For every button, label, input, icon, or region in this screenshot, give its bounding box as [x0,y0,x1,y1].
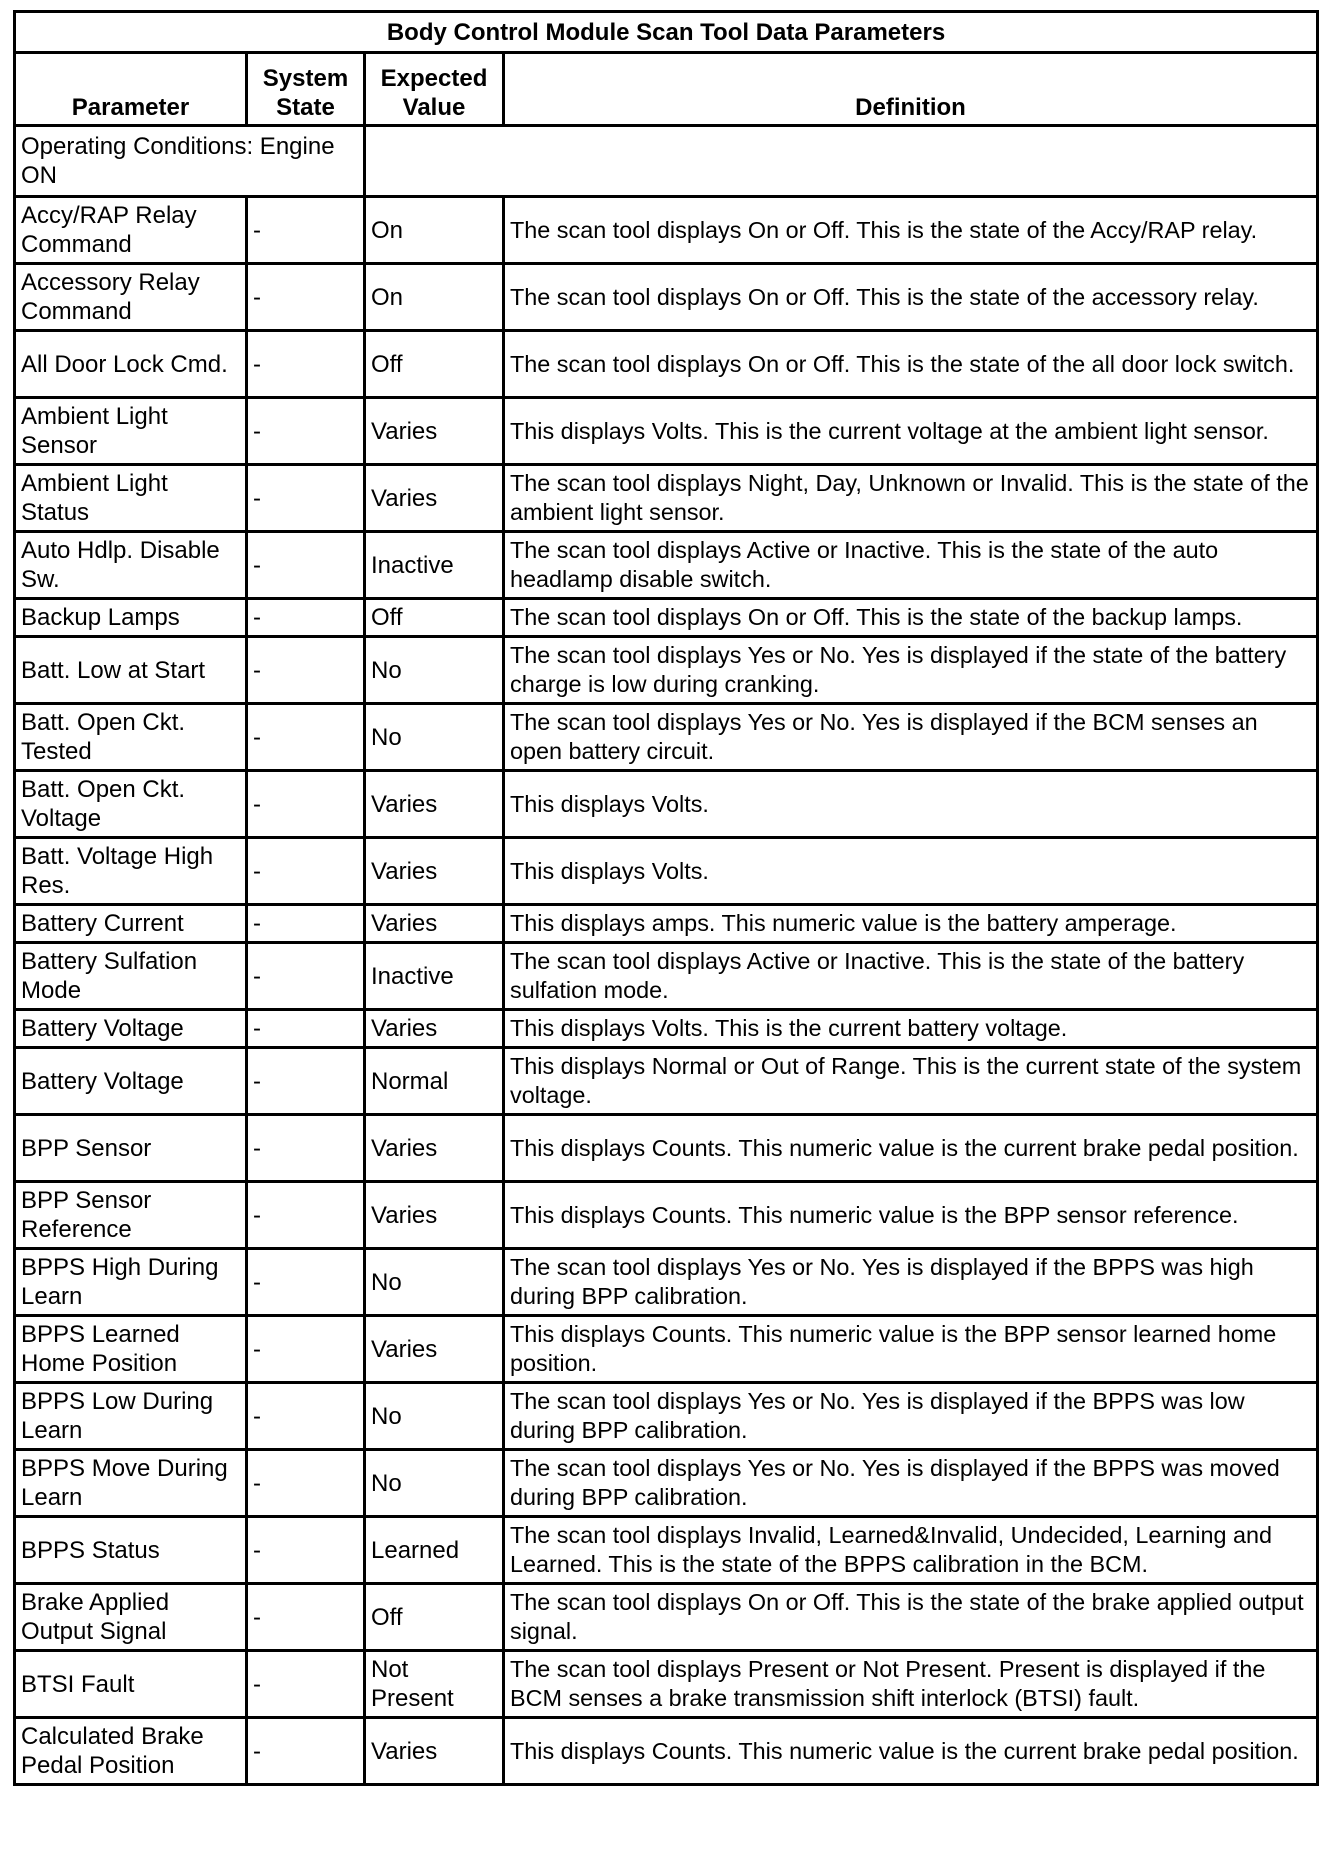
cell-definition: The scan tool displays Active or Inactive. This is the state of the battery sulfation mode. [504,943,1318,1010]
cell-system-state: - [247,1584,365,1651]
cell-system-state: - [247,197,365,264]
table-row [15,637,1318,704]
cell-parameter: Backup Lamps [15,599,247,637]
cell-definition: The scan tool displays On or Off. This is the state of the all door lock switch. [504,331,1318,398]
cell-definition: The scan tool displays On or Off. This is the state of the backup lamps. [504,599,1318,637]
cell-expected-value: Not Present [365,1651,504,1718]
cell-system-state: - [247,599,365,637]
cell-system-state: - [247,398,365,465]
cell-expected-value: Varies [365,465,504,532]
operating-conditions-row [15,126,1318,197]
header-parameter: Parameter [15,53,247,126]
cell-expected-value: Varies [365,771,504,838]
cell-parameter: All Door Lock Cmd. [15,331,247,398]
table-title: Body Control Module Scan Tool Data Parameters [15,12,1318,53]
cell-expected-value: Inactive [365,532,504,599]
cell-definition: This displays Counts. This numeric value is the BPP sensor reference. [504,1182,1318,1249]
table-row [15,1450,1318,1517]
cell-definition: The scan tool displays Night, Day, Unknown or Invalid. This is the state of the ambient light sensor. [504,465,1318,532]
cell-parameter: BPP Sensor Reference [15,1182,247,1249]
table-row [15,331,1318,398]
cell-definition: The scan tool displays Active or Inactive. This is the state of the auto headlamp disable switch. [504,532,1318,599]
cell-system-state: - [247,331,365,398]
cell-definition: This displays amps. This numeric value is the battery amperage. [504,905,1318,943]
cell-expected-value: Varies [365,1182,504,1249]
table-row [15,943,1318,1010]
cell-definition: This displays Volts. This is the current battery voltage. [504,1010,1318,1048]
cell-parameter: Batt. Open Ckt. Voltage [15,771,247,838]
cell-definition: The scan tool displays Present or Not Present. Present is displayed if the BCM senses a brake transmission shift interlock (BTSI) fault. [504,1651,1318,1718]
table-row [15,771,1318,838]
table-row [15,197,1318,264]
table-row [15,1182,1318,1249]
table-row [15,1010,1318,1048]
cell-system-state: - [247,532,365,599]
title-row [15,12,1318,53]
cell-expected-value: Varies [365,838,504,905]
cell-system-state: - [247,771,365,838]
cell-parameter: Batt. Low at Start [15,637,247,704]
cell-definition: This displays Counts. This numeric value is the current brake pedal position. [504,1718,1318,1785]
cell-parameter: BPPS Move During Learn [15,1450,247,1517]
cell-parameter: Auto Hdlp. Disable Sw. [15,532,247,599]
table-row [15,1651,1318,1718]
cell-expected-value: Varies [365,1010,504,1048]
cell-system-state: - [247,1048,365,1115]
cell-system-state: - [247,1718,365,1785]
table-row [15,1718,1318,1785]
cell-definition: The scan tool displays On or Off. This is the state of the brake applied output signal. [504,1584,1318,1651]
cell-expected-value: No [365,1383,504,1450]
cell-expected-value: Varies [365,905,504,943]
cell-expected-value: Inactive [365,943,504,1010]
operating-conditions: Operating Conditions: Engine ON [15,126,365,197]
cell-expected-value: Off [365,1584,504,1651]
cell-system-state: - [247,1651,365,1718]
scan-tool-data-table [13,10,1319,1786]
cell-definition: The scan tool displays On or Off. This is the state of the accessory relay. [504,264,1318,331]
cell-parameter: Batt. Voltage High Res. [15,838,247,905]
cell-system-state: - [247,1010,365,1048]
cell-parameter: Accessory Relay Command [15,264,247,331]
table-row [15,838,1318,905]
table-row [15,1383,1318,1450]
cell-system-state: - [247,1450,365,1517]
table-row [15,1316,1318,1383]
table-row [15,532,1318,599]
cell-parameter: Brake Applied Output Signal [15,1584,247,1651]
cell-definition: The scan tool displays Yes or No. Yes is displayed if the BPPS was high during BPP calibration. [504,1249,1318,1316]
cell-system-state: - [247,838,365,905]
cell-expected-value: Varies [365,1115,504,1182]
cell-definition: This displays Volts. This is the current voltage at the ambient light sensor. [504,398,1318,465]
cell-system-state: - [247,1517,365,1584]
cell-definition: The scan tool displays On or Off. This is the state of the Accy/RAP relay. [504,197,1318,264]
cell-definition: The scan tool displays Yes or No. Yes is displayed if the BCM senses an open battery circuit. [504,704,1318,771]
cell-system-state: - [247,1383,365,1450]
cell-system-state: - [247,264,365,331]
table-row [15,1584,1318,1651]
table-body [15,126,1318,1785]
cell-expected-value: Off [365,331,504,398]
cell-system-state: - [247,704,365,771]
cell-system-state: - [247,943,365,1010]
table-row [15,1249,1318,1316]
cell-parameter: BPPS Low During Learn [15,1383,247,1450]
header-system-state: System State [247,53,365,126]
cell-definition: This displays Volts. [504,771,1318,838]
cell-system-state: - [247,1249,365,1316]
cell-expected-value: Learned [365,1517,504,1584]
header-definition: Definition [504,53,1318,126]
cell-expected-value: No [365,1249,504,1316]
cell-expected-value: Varies [365,1718,504,1785]
cell-parameter: Battery Sulfation Mode [15,943,247,1010]
cell-expected-value: Varies [365,398,504,465]
cell-system-state: - [247,1115,365,1182]
table-row [15,1517,1318,1584]
cell-expected-value: On [365,264,504,331]
cell-expected-value: No [365,704,504,771]
header-expected-value: Expected Value [365,53,504,126]
table-row [15,599,1318,637]
cell-system-state: - [247,465,365,532]
cell-definition: This displays Counts. This numeric value is the current brake pedal position. [504,1115,1318,1182]
operating-conditions-blank [365,126,1318,197]
cell-parameter: BPPS Status [15,1517,247,1584]
cell-parameter: BPPS Learned Home Position [15,1316,247,1383]
cell-parameter: Battery Voltage [15,1048,247,1115]
cell-parameter: BTSI Fault [15,1651,247,1718]
cell-parameter: Ambient Light Status [15,465,247,532]
cell-parameter: Calculated Brake Pedal Position [15,1718,247,1785]
cell-parameter: Batt. Open Ckt. Tested [15,704,247,771]
scan-tool-table-container [13,10,1316,1786]
cell-parameter: BPPS High During Learn [15,1249,247,1316]
table-row [15,704,1318,771]
table-row [15,1048,1318,1115]
cell-expected-value: Normal [365,1048,504,1115]
cell-expected-value: Varies [365,1316,504,1383]
cell-definition: This displays Volts. [504,838,1318,905]
cell-expected-value: Off [365,599,504,637]
cell-parameter: BPP Sensor [15,1115,247,1182]
cell-definition: This displays Counts. This numeric value is the BPP sensor learned home position. [504,1316,1318,1383]
cell-expected-value: On [365,197,504,264]
cell-parameter: Battery Voltage [15,1010,247,1048]
header-row [15,53,1318,126]
cell-parameter: Battery Current [15,905,247,943]
cell-parameter: Ambient Light Sensor [15,398,247,465]
table-row [15,398,1318,465]
table-row [15,905,1318,943]
cell-definition: The scan tool displays Invalid, Learned&Invalid, Undecided, Learning and Learned. This is the state of the BPPS calibration in the BCM. [504,1517,1318,1584]
cell-definition: This displays Normal or Out of Range. This is the current state of the system voltage. [504,1048,1318,1115]
table-row [15,264,1318,331]
cell-system-state: - [247,1182,365,1249]
table-row [15,465,1318,532]
cell-system-state: - [247,905,365,943]
cell-definition: The scan tool displays Yes or No. Yes is displayed if the BPPS was moved during BPP calibration. [504,1450,1318,1517]
cell-expected-value: No [365,637,504,704]
cell-parameter: Accy/RAP Relay Command [15,197,247,264]
cell-system-state: - [247,637,365,704]
table-row [15,1115,1318,1182]
cell-expected-value: No [365,1450,504,1517]
cell-definition: The scan tool displays Yes or No. Yes is displayed if the state of the battery charge is low during cranking. [504,637,1318,704]
cell-definition: The scan tool displays Yes or No. Yes is displayed if the BPPS was low during BPP calibration. [504,1383,1318,1450]
cell-system-state: - [247,1316,365,1383]
